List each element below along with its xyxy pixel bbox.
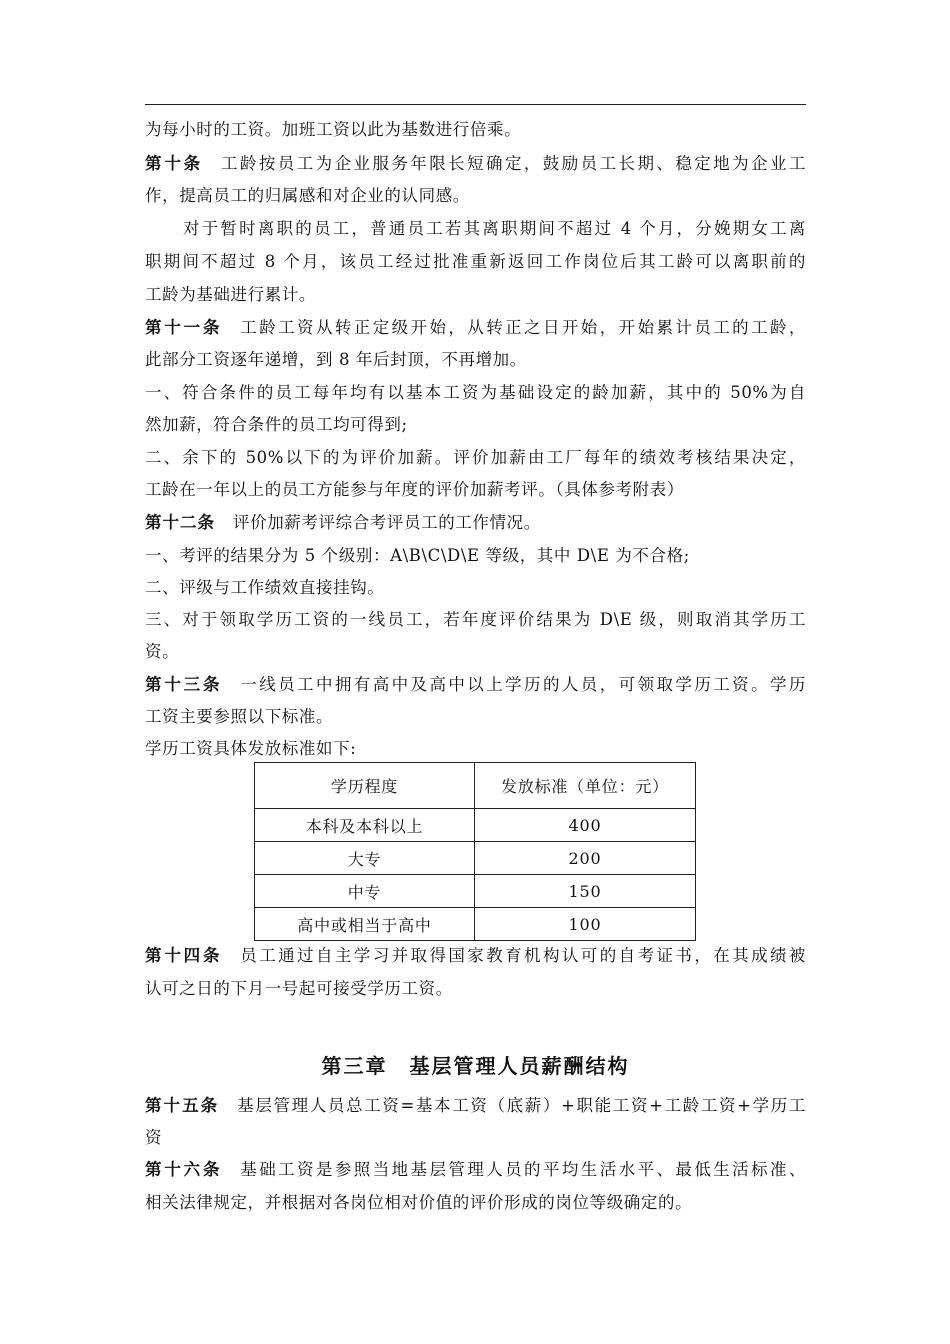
article-15-text: 基层管理人员总工资=基本工资（底薪）+职能工资+工龄工资+学历工 xyxy=(237,1096,806,1115)
article-10-text: 工龄按员工为企业服务年限长短确定，鼓励员工长期、稳定地为企业工 xyxy=(221,154,807,173)
article-16-text: 基础工资是参照当地基层管理人员的平均生活水平、最低生活标准、 xyxy=(240,1160,807,1179)
header-rule xyxy=(145,104,806,105)
article-11-title: 第十一条 xyxy=(145,318,223,337)
table-row xyxy=(255,842,696,875)
table-header-cell: 学历程度 xyxy=(255,763,475,809)
text-line: 二、余下的 50%以下的为评价加薪。评价加薪由工厂每年的绩效考核结果决定， xyxy=(145,448,806,467)
article-12-title: 第十二条 xyxy=(145,513,215,532)
article-15-title: 第十五条 xyxy=(145,1096,220,1115)
table-cell: 150 xyxy=(475,875,696,908)
table-row xyxy=(255,875,696,908)
article-16-title: 第十六条 xyxy=(145,1160,223,1179)
text-line: 相关法律规定，并根据对各岗位相对价值的评价形成的岗位等级确定的。 xyxy=(145,1193,693,1212)
table-header-row xyxy=(255,763,696,809)
article-13-line xyxy=(145,674,806,696)
table-cell: 100 xyxy=(475,908,696,941)
article-12-line xyxy=(145,512,806,534)
text-line: 一、考评的结果分为 5 个级别：A\B\C\D\E 等级，其中 D\E 为不合格; xyxy=(145,546,690,565)
text-line: 认可之日的下月一号起可接受学历工资。 xyxy=(145,979,453,998)
article-10-line xyxy=(145,153,806,175)
article-16-line xyxy=(145,1159,806,1181)
table-cell: 中专 xyxy=(255,875,475,908)
text-line: 工龄在一年以上的员工方能参与年度的评价加薪考评。（具体参考附表） xyxy=(145,480,684,499)
text-line: 三、对于领取学历工资的一线员工，若年度评价结果为 D\E 级，则取消其学历工 xyxy=(145,610,806,629)
article-13-text: 一线员工中拥有高中及高中以上学历的人员，可领取学历工资。学历 xyxy=(240,675,807,694)
article-11-line xyxy=(145,317,806,339)
text-line: 为每小时的工资。加班工资以此为基数进行倍乘。 xyxy=(145,120,522,139)
table-row xyxy=(255,809,696,842)
text-line: 此部分工资逐年递增，到 8 年后封顶，不再增加。 xyxy=(145,350,527,369)
text-line: 工龄为基础进行累计。 xyxy=(145,285,316,304)
text-line: 资。 xyxy=(145,642,180,661)
article-11-text: 工龄工资从转正定级开始，从转正之日开始，开始累计员工的工龄， xyxy=(240,318,807,337)
article-14-title: 第十四条 xyxy=(145,946,223,965)
table-row xyxy=(255,908,696,941)
table-cell: 本科及本科以上 xyxy=(255,809,475,842)
education-salary-table xyxy=(254,762,696,941)
article-12-text: 评价加薪考评综合考评员工的工作情况。 xyxy=(233,513,541,532)
article-14-line xyxy=(145,945,806,967)
text-line: 对于暂时离职的员工，普通员工若其离职期间不超过 4 个月，分娩期女工离 xyxy=(183,219,806,238)
table-header-cell: 发放标准（单位：元） xyxy=(475,763,696,809)
chapter-title: 第三章 基层管理人员薪酬结构 xyxy=(321,1054,630,1078)
article-14-text: 员工通过自主学习并取得国家教育机构认可的自考证书，在其成绩被 xyxy=(240,946,807,965)
text-line: 一、符合条件的员工每年均有以基本工资为基础设定的龄加薪，其中的 50%为自 xyxy=(145,383,806,402)
article-10-title: 第十条 xyxy=(145,154,203,173)
article-15-line xyxy=(145,1095,806,1117)
table-intro: 学历工资具体发放标准如下: xyxy=(145,739,357,758)
text-line: 作，提高员工的归属感和对企业的认同感。 xyxy=(145,186,470,205)
text-line: 二、评级与工作绩效直接挂钩。 xyxy=(145,578,385,597)
article-13-title: 第十三条 xyxy=(145,675,223,694)
text-line: 然加薪，符合条件的员工均可得到; xyxy=(145,415,408,434)
text-line: 职期间不超过 8 个月，该员工经过批准重新返回工作岗位后其工龄可以离职前的 xyxy=(145,252,806,271)
text-line: 工资主要参照以下标准。 xyxy=(145,707,334,726)
table-cell: 高中或相当于高中 xyxy=(255,908,475,941)
table-cell: 200 xyxy=(475,842,696,875)
table-cell: 大专 xyxy=(255,842,475,875)
text-line: 资 xyxy=(145,1128,163,1147)
table-cell: 400 xyxy=(475,809,696,842)
